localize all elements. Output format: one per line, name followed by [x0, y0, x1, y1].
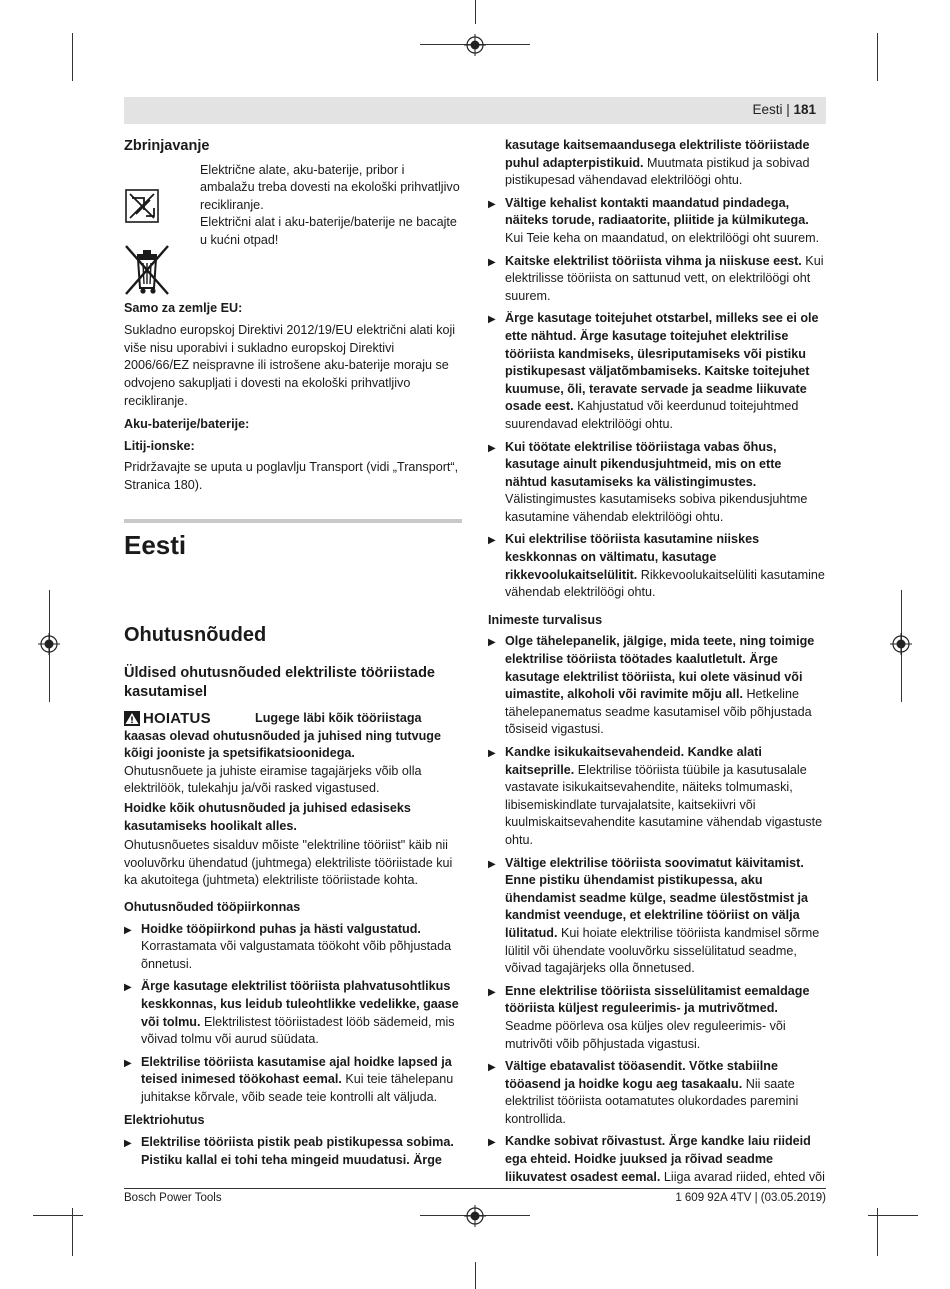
list-item: ▶ Enne elektrilise tööriista sisselülitamist eemaldage tööriista küljest reguleerimis- ja mutrivõtmed. Seadme pöörleva osa küljes olev reguleerimis- või mutrivõti võib põhjustada vigastusi. — [488, 983, 810, 1051]
disposal-block — [124, 162, 462, 294]
workplace-list — [124, 921, 462, 1107]
bullet-arrow-icon: ▶ — [488, 986, 496, 998]
page-header — [124, 97, 826, 124]
keep-instructions: Hoidke kõik ohutusnõuded ja juhised edasiseks kasutamiseks hoolikalt alles. — [124, 800, 411, 833]
header-text: Eesti | 181 — [752, 102, 816, 117]
list-item: ▶ Vältige elektrilise tööriista soovimatut käivitamist. Enne pistiku ühendamist pistikupessa, aku ühendamist seadme külge, seadme ülestõstmist ja kandmist veenduge, et elektriline tööriist on välja lülitatud. Kui hoiate elektrilise tööriista kandmisel sõrme lülitil või ühendate vooluvõrku sisselülitatud seadme, võivad tagajärjeks olla õnnetused. — [488, 855, 820, 976]
bullet-arrow-icon: ▶ — [124, 982, 132, 994]
crop-mark — [475, 0, 476, 24]
section-divider — [124, 519, 462, 523]
list-item: ▶ Elektrilise tööriista kasutamise ajal hoidke lapsed ja teised inimesed töökohast eemal. Kui teie tähelepanu juhitakse kõrvale, võib seade teie kontrolli alt väljuda. — [124, 1054, 454, 1104]
disposal-text-1: Električne alate, aku-baterije, pribor i ambalažu treba dovesti na ekološki prihvatljivo recikliranje. — [200, 162, 460, 212]
bullet-arrow-icon: ▶ — [488, 198, 496, 210]
workplace-title: Ohutusnõuded tööpiirkonnas — [124, 899, 301, 914]
list-item: ▶ Kandke sobivat rõivastust. Ärge kandke laiu riideid ega ehteid. Hoidke juuksed ja rõivad seadme liikuvatest osadest eemal. Liiga avarad riided, ehted või — [488, 1134, 825, 1184]
term-text: Ohutusnõuetes sisalduv mõiste "elektriline tööriist" käib nii vooluvõrku ühendatud (juhtmega) elektriliste tööriistade kui ka akutoitega (juhtmeta) elektriliste tööriistade kohta. — [124, 838, 453, 888]
bullet-arrow-icon: ▶ — [124, 1138, 132, 1150]
footer-brand: Bosch Power Tools — [124, 1192, 222, 1204]
warning-block — [124, 710, 462, 763]
warning-text-bold: Lugege läbi kõik tööriistaga kaasas olevad ohutusnõuded ja juhised ning tutvuge kõigi jooniste ja spetsifikatsioonidega. — [124, 711, 441, 761]
crop-mark — [72, 33, 73, 81]
bullet-arrow-icon: ▶ — [488, 1062, 496, 1074]
list-item: ▶ Vältige ebatavalist tööasendit. Võtke stabiilne tööasend ja hoidke kogu aeg tasakaalu. Nii saate elektrilist tööriista ootamatutes olukordades paremini kontrollida. — [488, 1059, 799, 1126]
list-item: ▶ Ärge kasutage elektrilist tööriista plahvatusohtlikus keskkonnas, kus leidub tuleohtlikke vedelikke, gaase või tolmu. Elektrilistest tööriistadest lööb sädemeid, mis võivad tolmu või aurud süüdata. — [124, 979, 459, 1047]
bullet-arrow-icon: ▶ — [488, 637, 496, 649]
registration-mark-icon — [38, 633, 60, 655]
registration-mark-icon — [464, 34, 486, 56]
electrical-item-first-cont: kasutage kaitsemaandusega elektriliste tööriistade puhul adapterpistikuid. Muutmata pistikud ja sobivad pistikupesad vähendavad elektrilöögi ohtu. — [505, 138, 810, 188]
liion-title: Litij-ionske: — [124, 438, 195, 453]
warning-triangle-icon — [124, 711, 140, 726]
personal-title: Inimeste turvalisus — [488, 612, 603, 627]
crop-mark — [475, 1262, 476, 1289]
list-item: ▶ Kui töötate elektrilise tööriistaga vabas õhus, kasutage ainult pikendusjuhtmeid, mis on ette nähtud kasutamiseks ka välistingimustes. Välistingimustes kasutamiseks sobiva pikendusjuhtme kasutamine vähendab elektrilöögi ohtu. — [488, 439, 808, 524]
eu-title: Samo za zemlje EU: — [124, 300, 243, 315]
personal-list — [488, 633, 826, 1186]
bullet-arrow-icon: ▶ — [488, 748, 496, 759]
left-column — [124, 138, 462, 495]
disposal-title: Zbrinjavanje — [124, 138, 210, 154]
list-item: ▶ Vältige kehalist kontakti maandatud pindadega, näiteks torude, radiaatorite, pliitide ja külmikutega. Kui Teie keha on maandatud, on elektrilöögi oht suurem. — [488, 195, 820, 245]
footer-rule — [124, 1188, 826, 1189]
footer-doc-id: 1 609 92A 4TV | (03.05.2019) — [675, 1192, 826, 1204]
disposal-text-2: Električni alat i aku-baterije/baterije ne bacajte u kućni otpad! — [200, 215, 457, 247]
bullet-arrow-icon: ▶ — [488, 256, 496, 268]
bullet-arrow-icon: ▶ — [124, 924, 132, 936]
liion-text: Pridržavajte se uputa u poglavlju Transport (vidi „Transport“, Stranica 180). — [124, 460, 459, 492]
safety-title: Ohutusnõuded — [124, 624, 267, 646]
crop-mark — [868, 1215, 918, 1216]
bullet-arrow-icon: ▶ — [124, 1057, 132, 1069]
eu-text: Sukladno europskoj Direktivi 2012/19/EU električni alati koji više nisu uporabivi i sukladno europskoj Direktivi 2006/66/EZ neispravne ili istrošene aku-baterije moraju se odvojeno sakupljati i dovesti na ekološki prihvatljivo recikliranje. — [124, 323, 456, 408]
disposal-text — [200, 162, 462, 250]
crop-mark — [877, 33, 878, 81]
list-item: ▶ Hoidke tööpiirkond puhas ja hästi valgustatud. Korrastamata või valgustamata töökoht võib põhjustada õnnetusi. — [124, 921, 452, 971]
warning-badge — [124, 710, 211, 728]
electrical-list — [488, 195, 826, 602]
list-item: ▶ Ärge kasutage toitejuhet otstarbel, milleks see ei ole ette nähtud. Ärge kasutage toitejuhet elektrilise tööriista kandmiseks, ülesriputamiseks või pistiku pistikupesast väljatõmbamiseks. Kaitske toitejuhet kuumuse, õli, teravate servade ja seadme liikuvate osade eest. Kahjustatud või keerdunud toitejuhtmed suurendavad elektrilöögi ohtu. — [488, 311, 819, 431]
registration-mark-icon — [890, 633, 912, 655]
battery-title: Aku-baterije/baterije: — [124, 417, 250, 432]
warning-text: Ohutusnõuete ja juhiste eiramise tagajärjeks võib olla elektrilöök, tulekahju ja/või rasked vigastused. — [124, 763, 422, 796]
list-item: ▶ Kui elektrilise tööriista kasutamine niiskes keskkonnas on vältimatu, kasutage rikkevoolukaitselülitit. Rikkevoolukaitselüliti kasutamine vähendab elektrilöögi ohtu. — [488, 532, 825, 600]
left-column-lower — [124, 664, 462, 1174]
electrical-title: Elektriohutus — [124, 1113, 205, 1128]
crop-mark — [33, 1215, 83, 1216]
list-item: ▶ Olge tähelepanelik, jälgige, mida teete, ning toimige elektrilise tööriista töötades kaalutletult. Ärge kasutage elektrilist tööriista, kui olete väsinud või uimastite, alkoholi või ravimite mõju all. Hetkeline tähelepanematus seadme kasutamisel võib põhjustada tõsiseid vigastusi. — [488, 634, 815, 737]
bullet-arrow-icon: ▶ — [488, 535, 496, 547]
registration-mark-icon — [464, 1205, 486, 1227]
page-number: 181 — [793, 102, 816, 117]
electrical-item-first: ▶ Elektrilise tööriista pistik peab pistikupessa sobima. Pistiku kallal ei tohi teha mingeid muudatusi. Ärge — [124, 1135, 454, 1167]
right-column — [488, 137, 826, 1191]
header-section: Eesti — [752, 102, 783, 117]
bullet-arrow-icon: ▶ — [488, 314, 496, 326]
general-title: Üldised ohutusnõuded elektriliste tööriistade kasutamisel — [124, 665, 435, 700]
bullet-arrow-icon: ▶ — [488, 442, 496, 454]
list-item: ▶ Kandke isikukaitsevahendeid. Kandke alati kaitseprille. Elektrilise tööriista tüübile ja kasutusalale vastavate isikukaitsevahendite, näiteks tolmumaski, libisemiskindlate turvajalatsite, kaitsekiivri või kuulmiskaitsevahendite kasutamine vähendab vigastuste ohtu. — [488, 745, 823, 847]
crossed-bin-icon — [124, 244, 170, 296]
bullet-arrow-icon: ▶ — [488, 1137, 496, 1149]
warning-label: HOIATUS — [143, 710, 211, 727]
recycling-package-icon — [124, 188, 160, 224]
bullet-arrow-icon: ▶ — [488, 858, 496, 870]
list-item: ▶ Kaitske elektrilist tööriista vihma ja niiskuse eest. Kui elektrilisse tööriista on sattunud vett, on elektrilöögi oht suurem. — [488, 253, 824, 303]
language-title: Eesti — [124, 530, 187, 560]
